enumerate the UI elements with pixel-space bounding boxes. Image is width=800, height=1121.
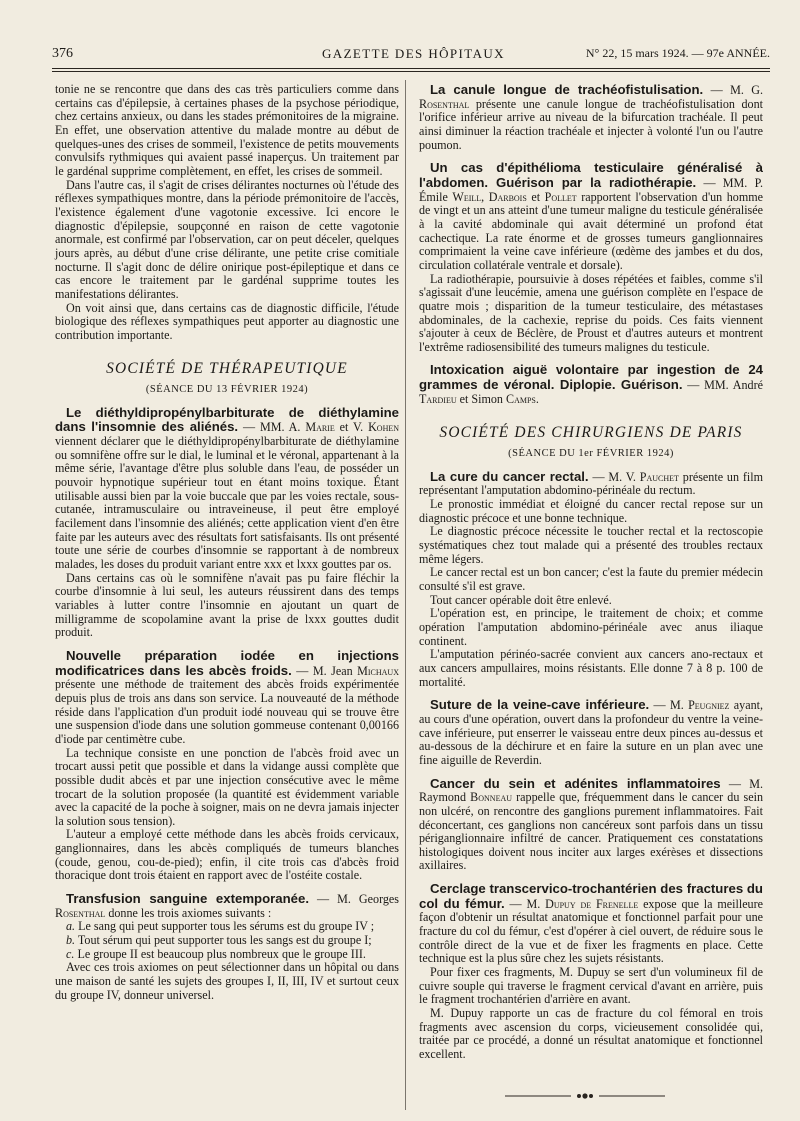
article-title: Nouvelle préparation iodée en injections modificatrices dans les abcès froids. <box>55 647 399 678</box>
paragraph: Dans certains cas où le somnifène n'avait pas pu faire fléchir la courbe d'insomnie à lui seul, les auteurs réussirent dans des temps variables à lutter contre l'insomnie en ajoutant un quart de milligramme de scopolamine avant la prise de lxxx gouttes dudit produit. <box>55 570 399 640</box>
article-title: Intoxication aiguë volontaire par ingestion de 24 grammes de véronal. Diplopie. Guérison. <box>419 362 763 393</box>
article: La cure du cancer rectal. — M. V. Pauchet présente un film représentant l'amputation abdomino-périnéale du rectum. Le pronostic immédiat et éloigné du cancer rectal repose sur un diagnostic précoce et une bonne technique. Le diagnostic précoce nécessite le toucher rectal et la rectoscopie systématiques chez tout malade qui a présenté des troubles rectaux même légers. Le cancer rectal est un bon cancer; c'est la faute du premier médecin consulté s'il est grave. Tout cancer opérable doit être enlevé. L'opération est, en principe, le traitement de choix; et comme opération l'amputation abdomino-périnéale avec anus iliaque continent. L'amputation périnéo-sacrée convient aux cancers ano-rectaux et aux cancers ampullaires, moins résistants. Elle donne 7 à 8 p. 100 de mortalité. <box>419 468 763 689</box>
paragraph: On voit ainsi que, dans certains cas de diagnostic difficile, l'étude biologique des réflexes sympathiques peut apporter au diagnostic une contribution importante. <box>55 300 399 342</box>
author-name: Dupuy de Frenelle <box>545 896 639 911</box>
article-title: La canule longue de trachéofistulisation. <box>430 82 704 97</box>
author-name: Camps <box>506 391 536 406</box>
paragraph: L'opération est, en principe, le traitement de choix; et comme opération l'amputation abdomino-périnéale avec anus iliaque continent. <box>419 606 763 648</box>
author-name: Kohen <box>368 420 400 435</box>
author-name: Tardieu <box>419 391 457 406</box>
author-name: Marie <box>305 420 335 435</box>
section-title: SOCIÉTÉ DE THÉRAPEUTIQUE <box>106 360 348 378</box>
author-name: Pollet <box>544 189 577 204</box>
paragraph: Le diagnostic précoce nécessite le toucher rectal et la rectoscopie systématiques chez tout malade qui a présenté des troubles rectaux même légers. <box>419 524 763 566</box>
paragraph: L'auteur a employé cette méthode dans les abcès froids cervicaux, ganglionnaires, dans les abcès compliqués de tumeurs blanches (coude, genou, cou-de-pied); enfin, il cite trois cas d'abcès froid thoracique dont trois étaient en rapport avec de l'ostéite costale. <box>55 827 399 883</box>
section-session: (SÉANCE DU 13 FÉVRIER 1924) <box>145 384 309 396</box>
paragraph: M. Dupuy rapporte un cas de fracture du col fémoral en trois fragments avec ascension du corps, vicieusement consolidée qui, traitée par ce procédé, a donné un résultat anatomique et fonctionnel excellent. <box>419 1006 763 1061</box>
article: Suture de la veine-cave inférieure. — M. Peugniez ayant, au cours d'une opération, ouvert dans la profondeur du ventre la veine-cave inférieure, put enserrer le vaisseau entre deux pinces au-dessus et au-dessous de la déchirure et en faire la suture en un plan avec une fine aiguille de Reverdin. <box>419 697 763 767</box>
paragraph: Pour fixer ces fragments, M. Dupuy se sert d'un volumineux fil de cuivre souple qui traverse le fragment cervical d'avant en arrière, puis le fragment trochantérien d'arrière en avant. <box>419 965 763 1007</box>
section-session: (SÉANCE DU 1er FÉVRIER 1924) <box>508 448 674 460</box>
paragraph: tonie ne se rencontre que dans des cas très particuliers comme dans certains cas d'épilepsie, à certaines phases de la psychose périodique, chez certains anxieux, ou dans les stades prémonitoires de la migraine. En effet, une observation attentive du malade montre au début de quelques-unes des crises de sommeil, l'existence de petits mouvements convulsifs rythmiques qui avaient passé inaperçus. Un traitement par le gardénal supprime complètement, en effet, les crises de sommeil. <box>55 82 399 178</box>
header-rule-top <box>52 68 770 69</box>
article: Transfusion sanguine extemporanée. — M. Georges Rosenthal donne les trois axiomes suivants : a. Le sang qui peut supporter tous les sérums est du groupe IV ; b. Tout sérum qui peut supporter tous les sangs est du groupe I; c. Le groupe II est beaucoup plus nombreux que le groupe III. Avec ces trois axiomes on peut sélectionner dans un hôpital ou dans une maison de santé les sujets des groupes I, II, III, IV et surtout ceux du groupe IV, donneur universel. <box>55 891 399 1002</box>
right-column <box>419 83 763 1062</box>
article: Nouvelle préparation iodée en injections modificatrices dans les abcès froids. — M. Jean Michaux présente une méthode de traitement des abcès froids expérimentée depuis plus de trois ans dans son service. La nouveauté de la méthode réside dans l'application d'un produit iodé nouveau qui se trouve être une suspension d'iode dans une solution gommeuse contenant 0,00166 d'iode par centimètre cube. La technique consiste en une ponction de l'abcès froid avec un trocart aussi petit que possible et dans la vidange aussi complète que possible dudit abcès et par une injection consécutive avec le même trocart de la solution proposée (la quantité est évidemment variable avec la capacité de la poche à soigner, mais on ne devra jamais injecter la solution sous tension). L'auteur a employé cette méthode dans les abcès froids cervicaux, ganglionnaires, dans les abcès compliqués de tumeurs blanches (coude, genou, cou-de-pied); enfin, il cite trois cas d'abcès froid thoracique dont trois étaient en rapport avec de l'ostéite costale. <box>55 647 399 883</box>
section-heading <box>419 426 763 460</box>
paragraph: Avec ces trois axiomes on peut sélectionner dans un hôpital ou dans une maison de santé les sujets des groupes I, II, III, IV et surtout ceux du groupe IV, donneur universel. <box>55 960 399 1002</box>
list-item: a. Le sang qui peut supporter tous les sérums est du groupe IV ; <box>66 919 375 934</box>
article-title: Suture de la veine-cave inférieure. <box>430 697 650 713</box>
page-header <box>52 40 770 66</box>
list-item: b. Tout sérum qui peut supporter tous les sangs est du groupe I; <box>66 933 372 948</box>
article: Un cas d'épithélioma testiculaire généralisé à l'abdomen. Guérison par la radiothérapie. — MM. P. Émile Weill, Darbois et Pollet rapportent l'observation d'un homme de vingt et un ans atteint d'une tumeur maligne du testicule généralisée à la cavité abdominale qui avait déterminé un profond état cachectique. La rate énorme et de grosses tumeurs ganglionnaires comprimaient la veine cave inférieure (œdème des jambes et du dos, circulation collatérale ventrale et dorsale). La radiothérapie, poursuivie à doses répétées et faibles, comme s'il s'agissait d'une leucémie, amena une guérison complète en l'espace de quatre mois ; disparition de la tumeur testiculaire, des métastases abdominales, de la cachexie, reprise du poids. Ces faits viennent s'ajouter à ceux de Béclère, de Proust et d'autres auteurs et montrent l'extrême radiosensibilité des tumeurs malignes du testicule. <box>419 160 764 354</box>
article-title: Cancer du sein et adénites inflammatoires <box>430 775 721 791</box>
paragraph: Tout cancer opérable doit être enlevé. <box>430 592 612 607</box>
paragraph: La technique consiste en une ponction de l'abcès froid avec un trocart aussi petit que possible et dans la vidange aussi complète que possible dudit abcès et par une injection consécutive avec le même trocart de la solution proposée (la quantité est évidemment variable avec la capacité de la poche à soigner, mais on ne devra jamais injecter la solution sous tension). <box>55 745 399 828</box>
paragraph: Le cancer rectal est un bon cancer; c'est la faute du premier médecin consulté s'il est grave. <box>419 565 763 593</box>
article-title: Le diéthyldipropénylbarbiturate de diéthylamine dans l'insomnie des aliénés. <box>55 404 399 435</box>
issue-date: N° 22, 15 mars 1924. — 97e ANNÉE. <box>585 46 770 60</box>
article-title: La cure du cancer rectal. <box>430 468 589 484</box>
section-title: SOCIÉTÉ DES CHIRURGIENS DE PARIS <box>439 424 743 442</box>
author-name: Peugniez <box>688 698 730 713</box>
article: Le diéthyldipropénylbarbiturate de diéthylamine dans l'insomnie des aliénés. — MM. A. Marie et V. Kohen viennent déclarer que le diéthyldipropénylbarbiturate de diéthylamine ou somnifène offre sur le dial, le luminal et le véronal, appartenant à la même série, l'avantage d'être plus soluble dans l'eau, de posséder un pouvoir hypnotique supérieur tout en étant moins toxique. Étant utilisable aussi bien par la voie buccale que par les voies rectale, sous-cutanée, intramusculaire ou intraveineuse, il peut être employé facilement dans l'insomnie des aliénés; cette application vient d'en être faite par les auteurs avec des résultats fort satisfaisants. Ils ont présenté toute une série de courbes d'insomnie se rapportant à de nombreux malades, les doses du produit variant entre xxx et lxxx gouttes par os. Dans certains cas où le somnifène n'avait pas pu faire fléchir la courbe d'insomnie à lui seul, les auteurs réussirent dans des temps variables à lutter contre l'insomnie en ajoutant un quart de milligramme de scopolamine avant la prise de lxxx gouttes dudit produit. <box>55 404 400 640</box>
author-name: Rosenthal <box>55 905 106 920</box>
paragraph: La radiothérapie, poursuivie à doses répétées et faibles, comme s'il s'agissait d'une leucémie, amena une guérison complète en l'espace de quatre mois ; disparition de la tumeur testiculaire, des métastases abdominales, de la cachexie, reprise du poids. Ces faits viennent s'ajouter à ceux de Béclère, de Proust et d'autres auteurs et montrent l'extrême radiosensibilité des tumeurs malignes du testicule. <box>419 271 763 354</box>
article: Cerclage transcervico-trochantérien des fractures du col du fémur. — M. Dupuy de Frenelle expose que la meilleure façon d'obtenir un résultat anatomique et fonctionnel parfait pour une fracture du col du fémur, c'est d'opérer à ciel ouvert, de réduire sous le contrôle direct de la vue et de fixer les fragments en place. Cette technique est la plus sûre chez les sujets résistants. Pour fixer ces fragments, M. Dupuy se sert d'un volumineux fil de cuivre souple qui traverse le fragment cervical d'avant en arrière, puis le fragment trochantérien d'arrière en avant. M. Dupuy rapporte un cas de fracture du col fémoral en trois fragments avec ascension du corps, vicieusement consolidée qui, traitée par ce procédé, a donné un résultat anatomique et fonctionnel excellent. <box>419 881 763 1061</box>
author-name: Weill <box>452 189 482 204</box>
author-name: Michaux <box>357 663 399 678</box>
article-title: Transfusion sanguine extemporanée. <box>66 891 310 907</box>
author-name: Darbois <box>488 189 527 204</box>
article: La canule longue de trachéofistulisation. — M. G. Rosenthal présente une canule longue de trachéofistulisation dont l'orifice inférieur arrive au niveau de la bifurcation trachéale. Il peut ainsi diminuer la réaction trachéale et injecter à volonté l'un ou l'autre poumon. <box>419 82 763 152</box>
page-number: 376 <box>52 46 73 61</box>
paragraph: Dans l'autre cas, il s'agit de crises délirantes nocturnes où l'étude des réflexes sympathiques montre, dans la période prémonitoire de l'accès, l'existence également d'une vagotonie excessive. Ici encore le diagnostic d'épilepsie, soupçonné en raison de cette vagotonie anormale, est confirmé par l'observation, car on peut déceler, quelques jours après, au début d'une crise délirante, une petite crise comitiale nocturne. Il s'agit donc de délire onirique post-épileptique et dans ce cas encore le traitement par le gardénal supprime toutes les manifestations délirantes. <box>55 177 399 301</box>
section-heading <box>55 362 399 396</box>
article-title: Un cas d'épithélioma testiculaire généralisé à l'abdomen. Guérison par la radiothérapie. <box>419 160 763 190</box>
end-ornament <box>505 1092 665 1100</box>
header-rule-bottom <box>52 71 770 72</box>
column-divider <box>405 80 406 1110</box>
author-name: Pauchet <box>639 469 679 484</box>
paragraph: L'amputation périnéo-sacrée convient aux cancers ano-rectaux et aux cancers ampullaires, moins résistants. Elle donne 7 à 8 p. 100 de mortalité. <box>419 647 763 689</box>
author-name: Bonneau <box>470 790 513 805</box>
list-item: c. Le groupe II est beaucoup plus nombreux que le groupe III. <box>66 946 366 961</box>
article-title: Cerclage transcervico-trochantérien des fractures du col du fémur. <box>419 881 763 911</box>
left-column <box>55 83 399 1002</box>
author-name: Rosenthal <box>419 96 470 111</box>
article: Cancer du sein et adénites inflammatoires — M. Raymond Bonneau rappelle que, fréquemment dans le cancer du sein non ulcéré, on rencontre des ganglions purement inflammatoires. Fait déconcertant, ces ganglions non cancéreux sont parfois dans un tissu périganglionnaire infiltré de cancer. Pratiquement ces constatations histologiques doivent nous inciter aux larges exérèses et dissections axillaires. <box>419 775 763 873</box>
journal-title: GAZETTE DES HÔPITAUX <box>322 46 505 61</box>
paragraph: Le pronostic immédiat et éloigné du cancer rectal repose sur un diagnostic précoce et une bonne technique. <box>419 497 763 525</box>
article: Intoxication aiguë volontaire par ingestion de 24 grammes de véronal. Diplopie. Guérison. — MM. André Tardieu et Simon Camps. <box>419 362 763 406</box>
